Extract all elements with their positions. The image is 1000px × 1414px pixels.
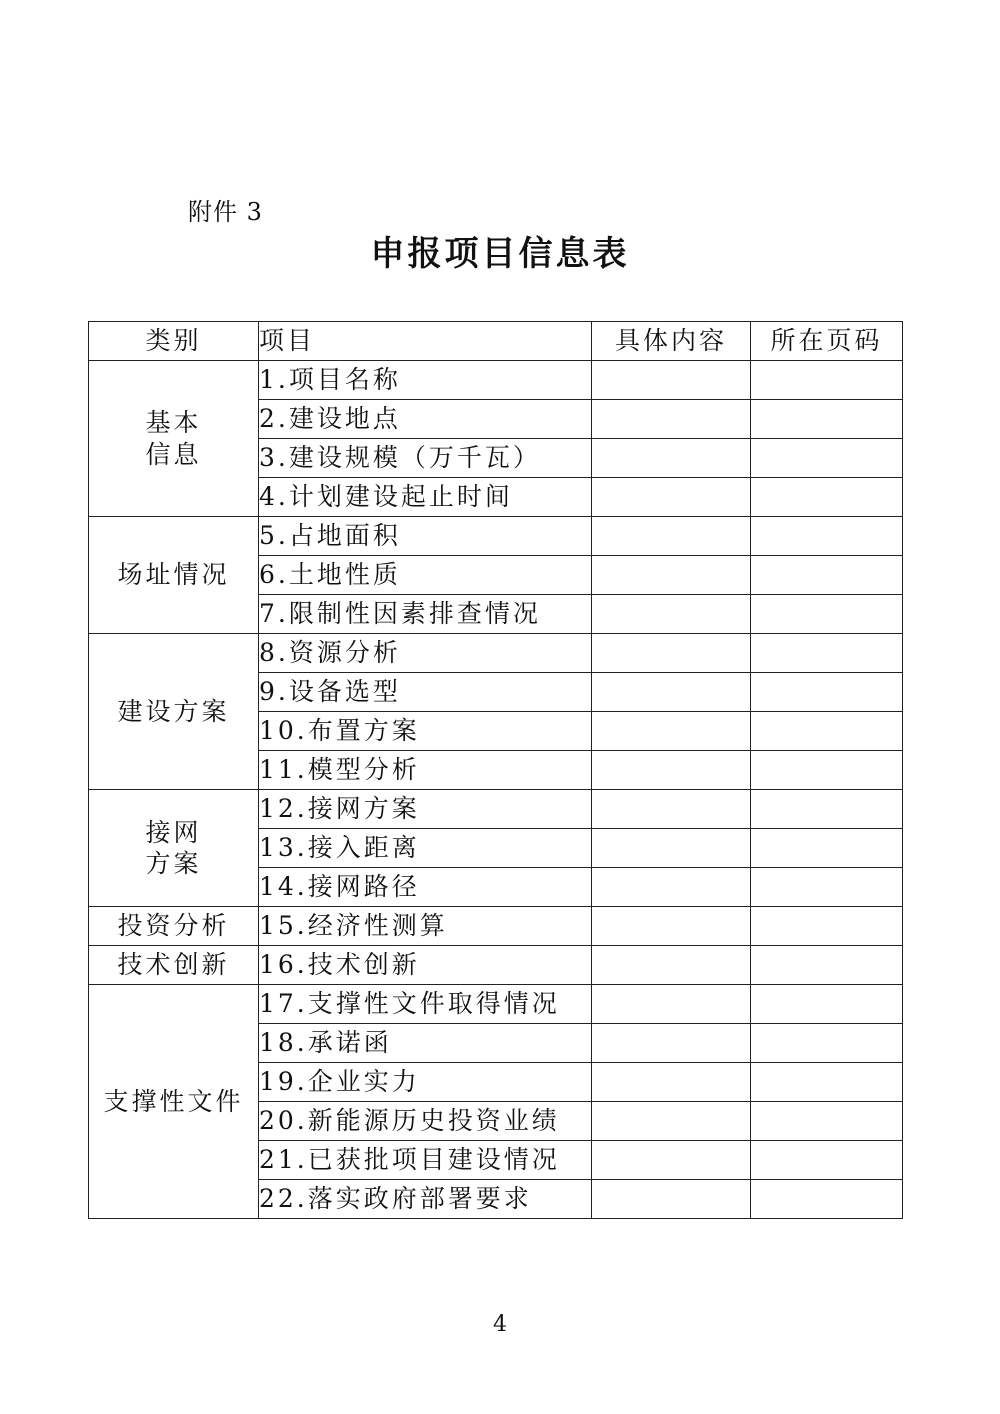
category-label: 技术创新	[117, 950, 230, 980]
item-cell: 10.布置方案	[259, 712, 592, 751]
content-cell[interactable]	[592, 1141, 751, 1180]
page-cell[interactable]	[751, 361, 903, 400]
page-cell[interactable]	[751, 400, 903, 439]
category-label: 接网	[145, 817, 202, 847]
project-info-table	[88, 321, 903, 1219]
item-cell: 6.土地性质	[259, 556, 592, 595]
category-cell	[89, 634, 259, 790]
category-cell	[89, 907, 259, 946]
page-cell[interactable]	[751, 1063, 903, 1102]
item-cell: 21.已获批项目建设情况	[259, 1141, 592, 1180]
content-cell[interactable]	[592, 439, 751, 478]
page-cell[interactable]	[751, 1180, 903, 1219]
item-cell: 7.限制性因素排查情况	[259, 595, 592, 634]
page-number: 4	[493, 1312, 507, 1337]
item-cell: 17.支撑性文件取得情况	[259, 985, 592, 1024]
content-cell[interactable]	[592, 1180, 751, 1219]
category-label: 方案	[145, 849, 202, 878]
table-body	[89, 361, 903, 1219]
category-cell	[89, 517, 259, 634]
table-row	[89, 790, 903, 829]
item-cell: 4.计划建设起止时间	[259, 478, 592, 517]
item-cell: 16.技术创新	[259, 946, 592, 985]
page-cell[interactable]	[751, 829, 903, 868]
item-cell: 13.接入距离	[259, 829, 592, 868]
page-cell[interactable]	[751, 439, 903, 478]
page-cell[interactable]	[751, 712, 903, 751]
content-cell[interactable]	[592, 478, 751, 517]
item-cell: 5.占地面积	[259, 517, 592, 556]
table-row	[89, 907, 903, 946]
item-cell: 19.企业实力	[259, 1063, 592, 1102]
page-cell[interactable]	[751, 478, 903, 517]
table-row	[89, 946, 903, 985]
document-title: 申报项目信息表	[370, 234, 630, 274]
table-row	[89, 517, 903, 556]
table-header-row	[89, 322, 903, 361]
page-cell[interactable]	[751, 1024, 903, 1063]
content-cell[interactable]	[592, 361, 751, 400]
category-label: 场址情况	[117, 560, 230, 590]
header-page: 所在页码	[751, 322, 903, 361]
content-cell[interactable]	[592, 400, 751, 439]
content-cell[interactable]	[592, 907, 751, 946]
item-cell: 11.模型分析	[259, 751, 592, 790]
table-row	[89, 985, 903, 1024]
category-cell	[89, 361, 259, 517]
content-cell[interactable]	[592, 1024, 751, 1063]
content-cell[interactable]	[592, 673, 751, 712]
table-row	[89, 361, 903, 400]
content-cell[interactable]	[592, 1063, 751, 1102]
item-cell: 15.经济性测算	[259, 907, 592, 946]
category-cell	[89, 946, 259, 985]
table-row	[89, 634, 903, 673]
item-cell: 3.建设规模（万千瓦）	[259, 439, 592, 478]
content-cell[interactable]	[592, 946, 751, 985]
category-label: 信息	[145, 439, 202, 469]
page-cell[interactable]	[751, 751, 903, 790]
page-cell[interactable]	[751, 673, 903, 712]
category-label: 基本	[145, 408, 202, 438]
content-cell[interactable]	[592, 751, 751, 790]
category-label: 投资分析	[117, 911, 230, 941]
content-cell[interactable]	[592, 556, 751, 595]
content-cell[interactable]	[592, 829, 751, 868]
page-cell[interactable]	[751, 517, 903, 556]
header-content: 具体内容	[592, 322, 751, 361]
item-cell: 22.落实政府部署要求	[259, 1180, 592, 1219]
content-cell[interactable]	[592, 1102, 751, 1141]
item-cell: 2.建设地点	[259, 400, 592, 439]
page-cell[interactable]	[751, 1141, 903, 1180]
category-cell	[89, 985, 259, 1219]
item-cell: 20.新能源历史投资业绩	[259, 1102, 592, 1141]
page-cell[interactable]	[751, 790, 903, 829]
item-cell: 14.接网路径	[259, 868, 592, 907]
item-cell: 9.设备选型	[259, 673, 592, 712]
category-label: 建设方案	[117, 696, 230, 726]
content-cell[interactable]	[592, 517, 751, 556]
category-label: 支撑性文件	[103, 1086, 244, 1116]
attachment-label: 附件 3	[188, 198, 263, 226]
item-cell: 12.接网方案	[259, 790, 592, 829]
page-cell[interactable]	[751, 985, 903, 1024]
header-category: 类别	[89, 322, 259, 361]
page-cell[interactable]	[751, 1102, 903, 1141]
category-cell	[89, 790, 259, 907]
page-cell[interactable]	[751, 556, 903, 595]
item-cell: 1.项目名称	[259, 361, 592, 400]
page-cell[interactable]	[751, 595, 903, 634]
page-cell[interactable]	[751, 868, 903, 907]
item-cell: 8.资源分析	[259, 634, 592, 673]
content-cell[interactable]	[592, 868, 751, 907]
page-cell[interactable]	[751, 907, 903, 946]
page-cell[interactable]	[751, 946, 903, 985]
content-cell[interactable]	[592, 790, 751, 829]
content-cell[interactable]	[592, 634, 751, 673]
content-cell[interactable]	[592, 712, 751, 751]
content-cell[interactable]	[592, 985, 751, 1024]
item-cell: 18.承诺函	[259, 1024, 592, 1063]
header-item: 项目	[259, 322, 592, 361]
content-cell[interactable]	[592, 595, 751, 634]
page-cell[interactable]	[751, 634, 903, 673]
